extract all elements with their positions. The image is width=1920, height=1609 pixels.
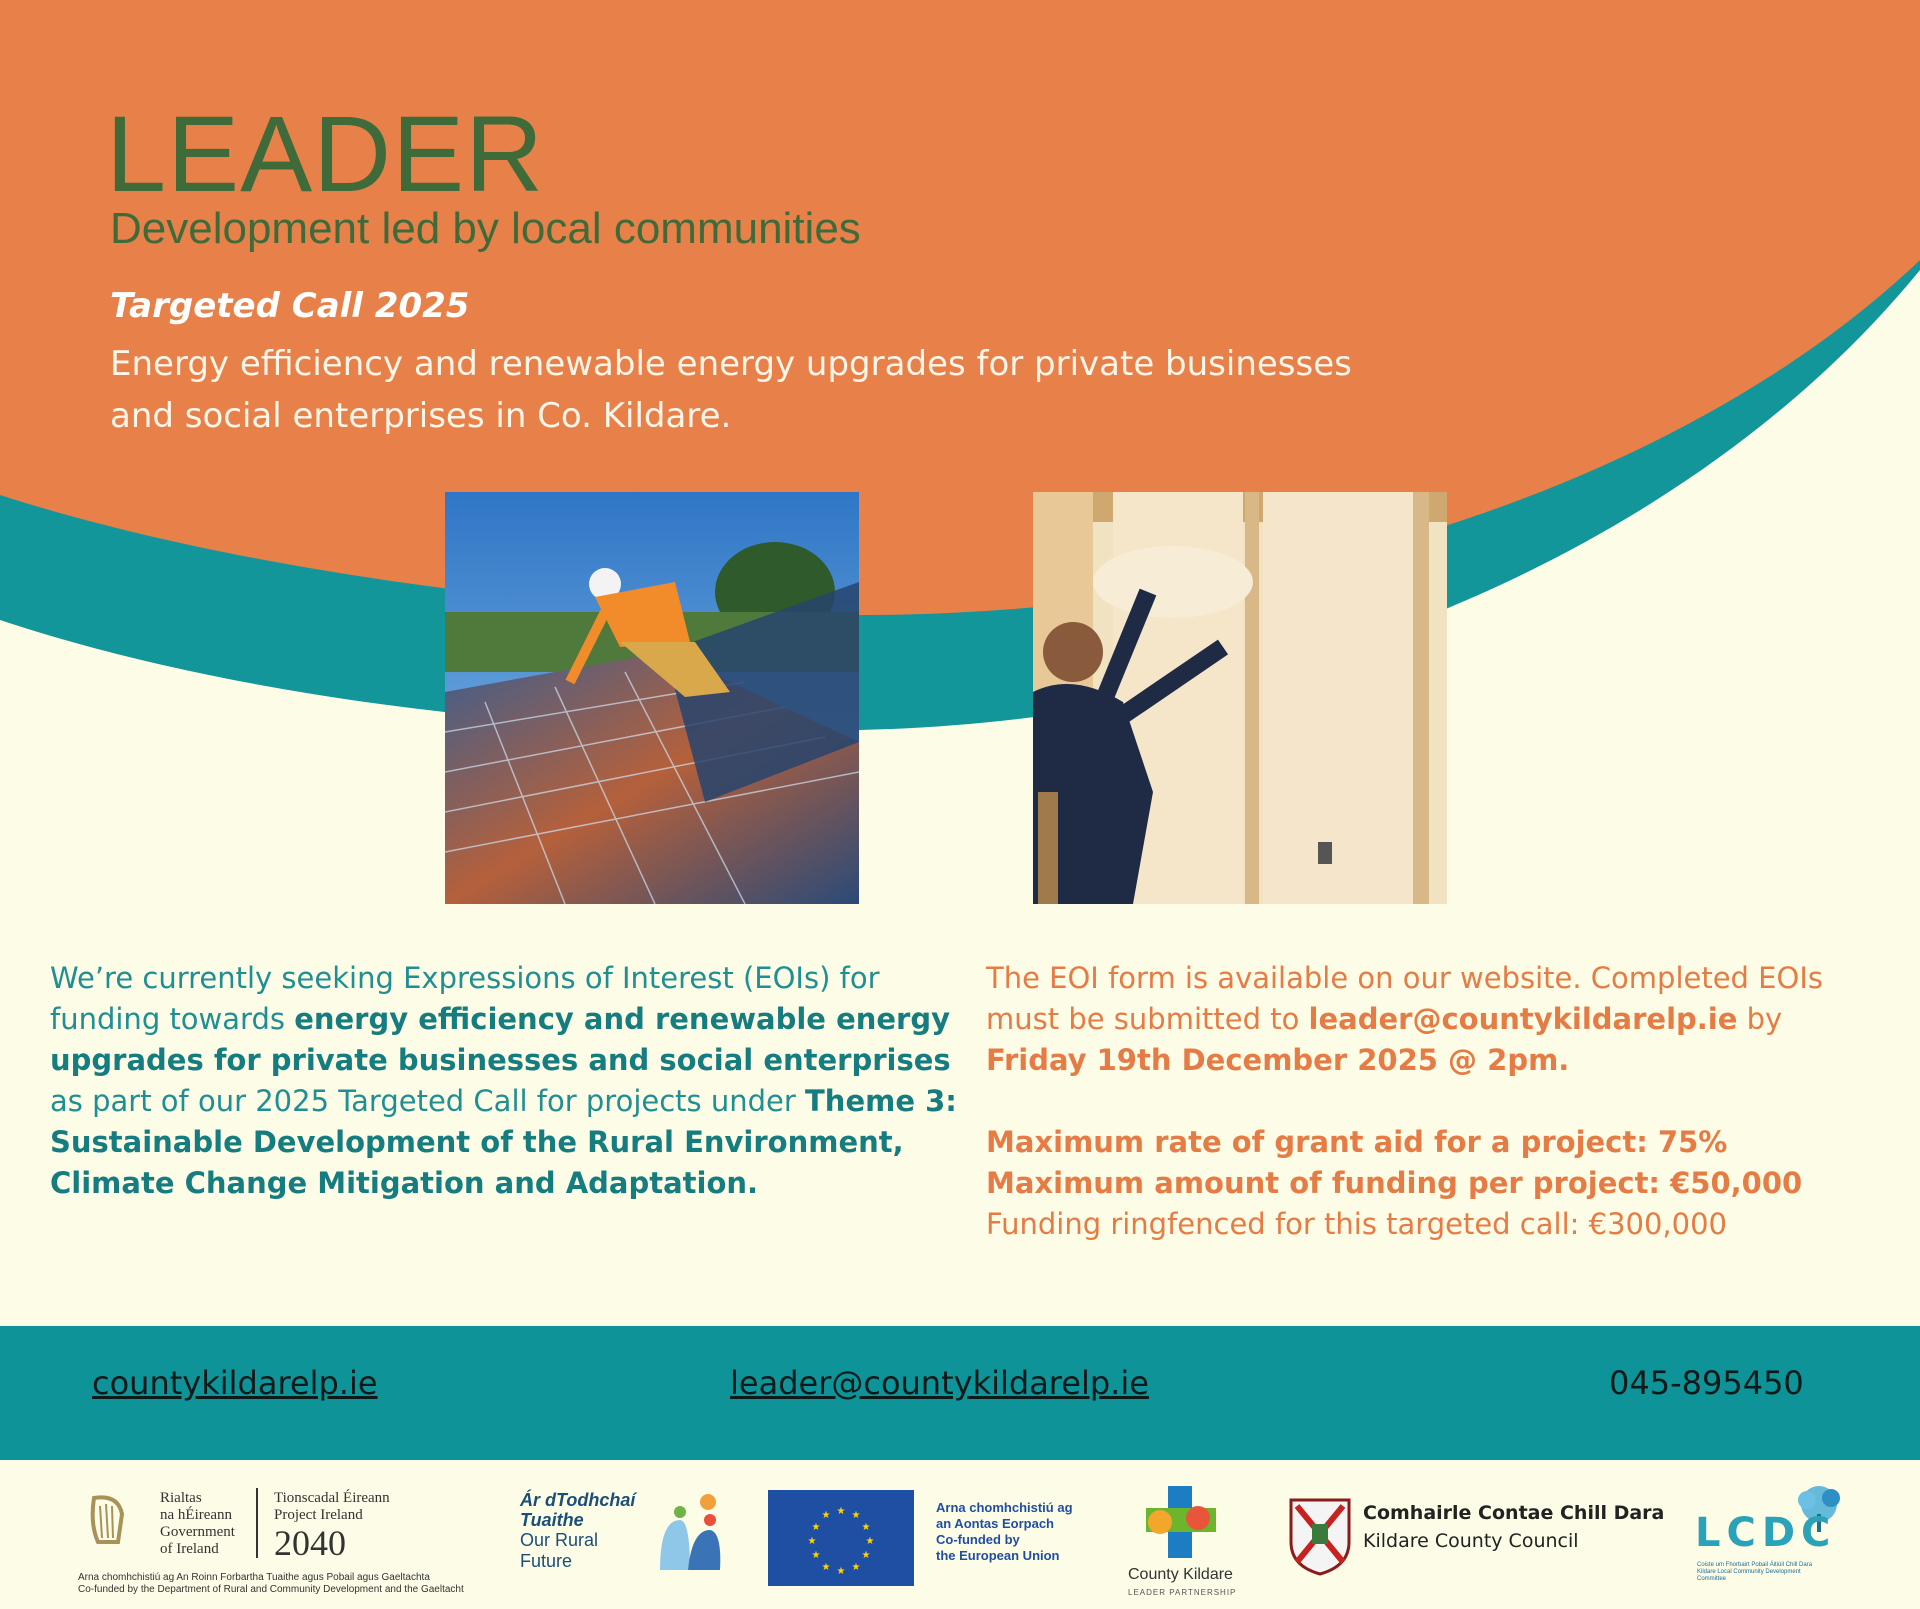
eu-line: Co-funded by [936,1532,1020,1547]
solar-installer-photo [445,492,859,904]
call-description-line: Energy efficiency and renewable energy upgrades for private businesses [110,344,1352,384]
orf-line: Tuaithe [520,1510,584,1530]
ringfenced: Funding ringfenced for this targeted call: €300,000 [986,1207,1728,1241]
orf-line: Ár dTodhchaí [520,1490,636,1510]
svg-text:★: ★ [861,1522,871,1533]
ckl-sub: LEADER PARTNERSHIP [1128,1588,1237,1597]
pi-line: Tionscadal Éireann [274,1490,390,1506]
svg-text:★: ★ [807,1536,817,1547]
lcdc-logo [1695,1484,1875,1594]
kildare-county-council-logo [1285,1496,1685,1586]
svg-text:★: ★ [821,1562,831,1573]
our-rural-future-logo [520,1490,730,1590]
svg-text:★: ★ [811,1550,821,1561]
orf-line: Future [520,1551,573,1571]
eu-logo [768,1490,1088,1590]
call-description [110,338,1610,442]
eu-line: an Aontas Eorpach [936,1516,1054,1531]
svg-text:★: ★ [865,1536,875,1547]
crest-icon [1285,1496,1355,1576]
submission-text: by [1737,1002,1783,1036]
svg-text:★: ★ [811,1522,821,1533]
kcc-irish: Comhairle Contae Chill Dara [1363,1502,1665,1524]
submission-details [986,958,1886,1245]
gov-line: na hÉireann [160,1507,233,1523]
rural-future-icon [650,1490,730,1578]
svg-text:★: ★ [836,1506,846,1517]
svg-text:★: ★ [851,1562,861,1573]
eu-line: the European Union [936,1548,1060,1563]
county-kildare-leader-logo [1120,1482,1260,1606]
divider [256,1488,258,1558]
ckl-name: County Kildare [1128,1566,1233,1583]
harp-icon [88,1494,128,1546]
lcdc-note: Kildare Local Community Development [1697,1569,1801,1575]
deadline: Friday 19th December 2025 @ 2pm. [986,1043,1570,1077]
gov-note: Arna chomhchistiú ag An Roinn Forbartha Tuaithe agus Pobail agus Gaeltachta [78,1572,430,1583]
eoi-paragraph [50,958,960,1204]
website-link[interactable]: countykildarelp.ie [92,1364,378,1402]
eoi-text: We’re currently seeking Expressions of Interest (EOIs) for funding towards [50,961,880,1036]
gov-line: of Ireland [160,1541,219,1557]
gov-note: Co-funded by the Department of Rural and Community Development and the Gaeltacht [78,1584,464,1595]
insulation-installer-photo [1033,492,1447,904]
svg-text:★: ★ [861,1550,871,1561]
page-title: LEADER [106,93,545,214]
phone-number: 045-895450 [1609,1364,1804,1402]
submission-email-link[interactable]: leader@countykildarelp.ie [1308,1002,1738,1036]
funder-logos [0,1460,1920,1609]
svg-text:★: ★ [821,1510,831,1521]
call-description-line: and social enterprises in Co. Kildare. [110,396,732,436]
eu-line: Arna chomhchistiú ag [936,1500,1073,1515]
pi-line: Project Ireland [274,1507,363,1523]
eoi-description [50,958,960,1204]
pi-year: 2040 [274,1523,346,1563]
svg-text:★: ★ [851,1510,861,1521]
kildare-partnership-icon [1138,1482,1228,1562]
kcc-english: Kildare County Council [1363,1530,1579,1552]
max-rate [986,1122,1886,1163]
page-subtitle: Development led by local communities [110,204,861,253]
submission-text: The EOI form is available on our website. Completed EOIs must be submitted to [986,961,1823,1036]
gov-ireland-logo [78,1488,518,1606]
gov-line: Government [160,1524,235,1540]
lcdc-wordmark: LCDC [1695,1510,1837,1556]
eu-flag-icon [768,1490,914,1586]
call-title: Targeted Call 2025 [110,286,470,326]
max-amount [986,1163,1886,1204]
eoi-focus: energy efficiency and renewable energy upgrades for private businesses and social enterprises [50,1002,951,1077]
lcdc-note: Coiste um Fhorbairt Pobail Áitiúil Chill Dara [1697,1562,1813,1568]
gov-line: Rialtas [160,1490,202,1506]
max-amount-text: Maximum amount of funding per project: €50,000 [986,1166,1803,1200]
eoi-text: as part of our 2025 Targeted Call for projects under [50,1084,806,1118]
orf-line: Our Rural [520,1530,599,1550]
email-link[interactable]: leader@countykildarelp.ie [730,1364,1149,1402]
submission-paragraph [986,958,1886,1081]
max-rate-text: Maximum rate of grant aid for a project: 75% [986,1125,1728,1159]
eoi-theme: Theme 3: Sustainable Development of the Rural Environment, Climate Change Mitigation and Adaptation. [50,1084,957,1200]
lcdc-note: Committee [1697,1576,1727,1582]
svg-text:★: ★ [836,1566,846,1577]
